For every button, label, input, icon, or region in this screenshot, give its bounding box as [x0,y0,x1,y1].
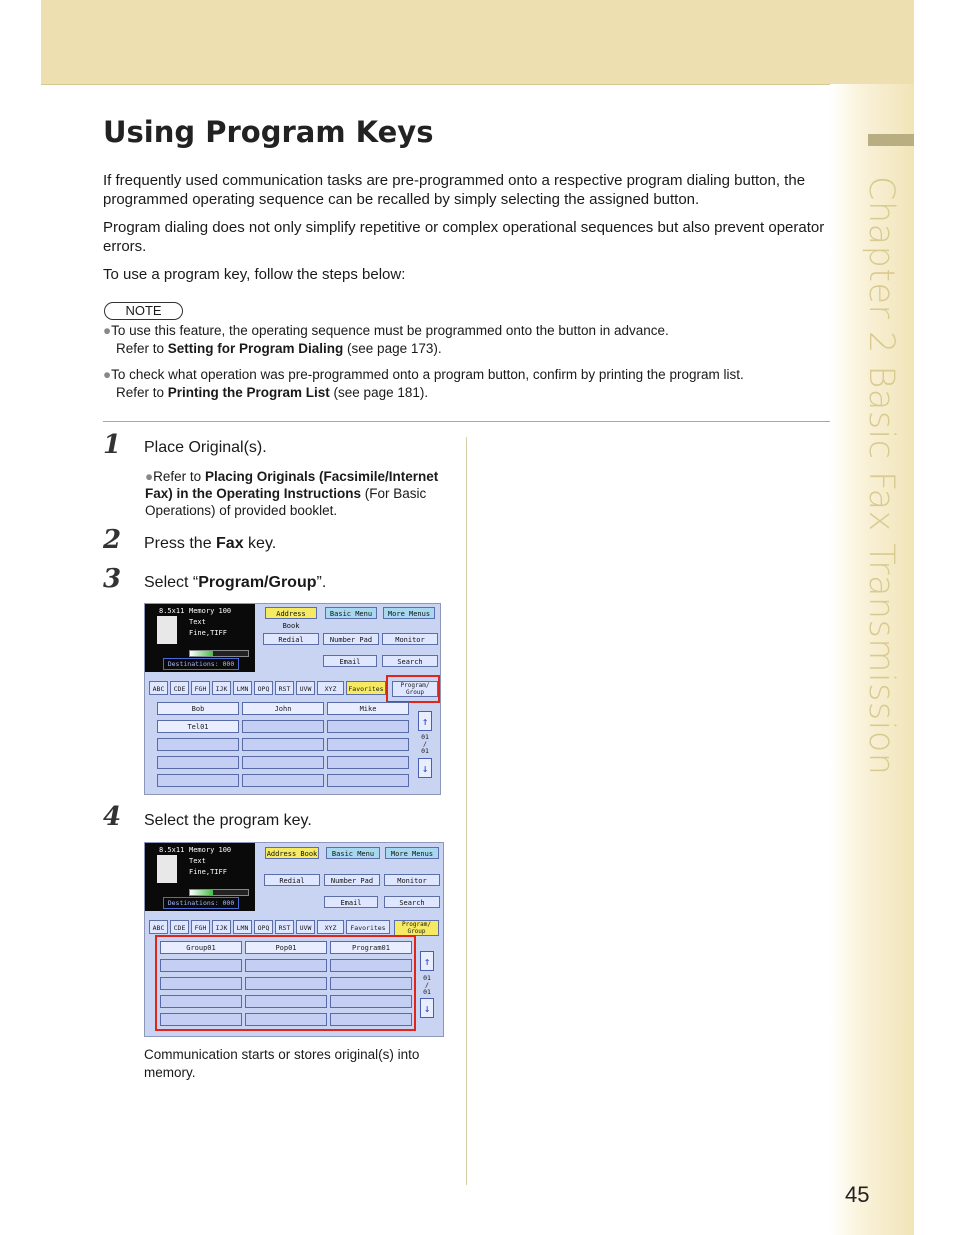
scroll-down-icon[interactable]: ↓ [418,758,432,778]
mode-text: Text [189,857,206,865]
email-button[interactable]: Email [323,655,377,667]
empty-cell[interactable] [242,774,324,787]
basic-menu-button[interactable]: Basic Menu [325,607,377,619]
search-button[interactable]: Search [382,655,438,667]
step-3-bold: Program/Group [198,574,317,591]
email-button[interactable]: Email [324,896,378,908]
step-3-suffix: ”. [316,574,327,591]
step-3-number: 3 [103,564,122,594]
tab-favorites[interactable]: Favorites [346,681,386,695]
tab-cde[interactable]: CDE [170,681,189,695]
redial-button[interactable]: Redial [264,874,320,886]
highlight-box [386,675,440,703]
empty-cell[interactable] [327,738,409,751]
result-caption: Communication starts or stores original(s) into memory. [144,1047,420,1080]
note-item-1 [103,322,823,358]
tab-fgh[interactable]: FGH [191,681,210,695]
scroll-down-icon[interactable]: ↓ [420,998,434,1018]
number-pad-button[interactable]: Number Pad [324,874,380,886]
address-cell-mike[interactable]: Mike [327,702,409,715]
ref-suffix: (see page 173). [343,341,442,356]
address-cell-bob[interactable]: Bob [157,702,239,715]
empty-cell[interactable] [327,756,409,769]
tab-program-group[interactable]: Program/ Group [394,920,439,936]
note-item-2-ref [103,384,823,402]
tab-cde[interactable]: CDE [170,920,189,934]
empty-cell[interactable] [242,720,324,733]
number-pad-button[interactable]: Number Pad [323,633,379,645]
empty-cell[interactable] [327,720,409,733]
status-panel [145,604,255,672]
note-item-1-ref [103,340,823,358]
intro-paragraph-1: If frequently used communication tasks are pre-programmed onto a respective program dialing button, the programmed operating sequence can be recalled by simply selecting the assigned button. [103,172,806,208]
step-2-prefix: Press the [144,535,217,552]
resolution: Fine,TIFF [189,868,227,876]
memory-status: Memory 100 [189,607,232,615]
address-book-button[interactable]: Address Book [265,607,317,619]
paper-size: 8.5x11 [159,846,185,854]
note-badge: NOTE [104,302,183,320]
step-2-bold: Fax [216,535,244,552]
tab-program-group[interactable]: Program/ Group [392,681,438,697]
note-item-1-text: To use this feature, the operating sequence must be programmed onto the button in advance. [111,323,669,338]
step-1-text: Place Original(s). [144,439,267,456]
search-button[interactable]: Search [384,896,440,908]
more-menus-button[interactable]: More Menus [385,847,439,859]
tab-ijk[interactable]: IJK [212,681,231,695]
basic-menu-button[interactable]: Basic Menu [326,847,380,859]
empty-cell[interactable] [242,738,324,751]
tab-fgh[interactable]: FGH [191,920,210,934]
document-icon [157,855,177,883]
tab-lmn[interactable]: LMN [233,681,252,695]
ref-suffix: (see page 181). [329,385,429,400]
intro-paragraph-3: To use a program key, follow the steps below: [103,266,406,283]
screenshot-program-keys [144,842,444,1037]
address-book-button[interactable]: Address Book [265,847,319,859]
status-panel [145,843,255,911]
column-divider [466,437,467,1185]
chapter-tab-marker [868,134,914,146]
bullet-icon: ● [103,323,112,338]
resolution: Fine,TIFF [189,629,227,637]
empty-cell[interactable] [327,774,409,787]
tab-uvw[interactable]: UVW [296,681,315,695]
memory-bar [189,889,249,896]
screenshot-program-group-tab [144,603,441,795]
step-3-prefix: Select “ [144,574,199,591]
tab-abc[interactable]: ABC [149,920,168,934]
step-4-text: Select the program key. [144,812,312,829]
ref-link-text: Setting for Program Dialing [167,341,344,356]
highlight-box [155,935,416,1031]
tab-lmn[interactable]: LMN [233,920,252,934]
step-1-sub [145,468,445,519]
monitor-button[interactable]: Monitor [382,633,438,645]
mode-text: Text [189,618,206,626]
tab-abc[interactable]: ABC [149,681,168,695]
empty-cell[interactable] [242,756,324,769]
address-cell-tel01[interactable]: Tel01 [157,720,239,733]
tab-favorites[interactable]: Favorites [346,920,390,934]
destinations-count: Destinations: 000 [163,897,239,909]
chapter-label: Chapter 2 Basic Fax Transmission [861,176,901,776]
intro-paragraph-2: Program dialing does not only simplify repetitive or complex operational sequences but also prevent operator errors. [103,219,825,255]
page-indicator: 01 / 01 [423,974,431,996]
sub-prefix: Refer to [153,469,205,484]
program-key-program01[interactable]: Program01 [330,941,412,954]
ref-prefix: Refer to [116,341,168,356]
program-key-pop01[interactable]: Pop01 [245,941,327,954]
sub-bold: Placing Originals (Facsimile/Internet Fax) in the Operating Instructions [145,469,439,501]
sub-suffix: (For Basic Operations) of provided booklet. [145,486,427,518]
memory-status: Memory 100 [189,846,232,854]
tab-xyz[interactable]: XYZ [317,681,344,695]
empty-cell[interactable] [157,738,239,751]
step-4-number: 4 [103,802,122,832]
address-cell-john[interactable]: John [242,702,324,715]
page-indicator: 01 / 01 [421,733,429,755]
ref-link-text: Printing the Program List [167,385,330,400]
step-2-number: 2 [103,525,122,555]
tab-opq[interactable]: OPQ [254,920,273,934]
tab-opq[interactable]: OPQ [254,681,273,695]
header-band [41,0,914,85]
step-1-number: 1 [103,430,122,460]
destinations-count: Destinations: 000 [163,658,239,670]
note-item-2 [103,366,823,402]
empty-cell[interactable] [157,774,239,787]
tab-xyz[interactable]: XYZ [317,920,344,934]
program-key-group01[interactable]: Group01 [160,941,242,954]
bullet-icon: ● [103,367,112,382]
step-2-text [144,535,276,553]
tab-rst[interactable]: RST [275,681,294,695]
step-3-text [144,574,326,592]
scroll-up-icon[interactable]: ↑ [418,711,432,731]
tab-uvw[interactable]: UVW [296,920,315,934]
page-number: 45 [845,1182,870,1207]
scroll-up-icon[interactable]: ↑ [420,951,434,971]
note-item-2-text: To check what operation was pre-programmed onto a program button, confirm by printing the program list. [111,367,744,382]
ref-prefix: Refer to [116,385,168,400]
index-tabs [149,920,439,936]
memory-bar [189,650,249,657]
empty-cell[interactable] [157,756,239,769]
more-menus-button[interactable]: More Menus [383,607,435,619]
paper-size: 8.5x11 [159,607,185,615]
step-2-suffix: key. [243,535,277,552]
monitor-button[interactable]: Monitor [384,874,440,886]
page-title: Using Program Keys [103,115,434,149]
document-icon [157,616,177,644]
tab-ijk[interactable]: IJK [212,920,231,934]
tab-rst[interactable]: RST [275,920,294,934]
redial-button[interactable]: Redial [263,633,319,645]
bullet-icon: ● [145,469,154,484]
section-divider [103,421,830,422]
